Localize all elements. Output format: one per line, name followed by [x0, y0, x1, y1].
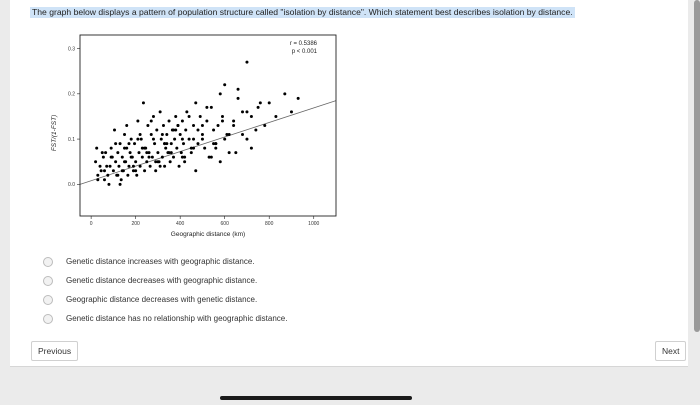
data-point [136, 119, 139, 122]
data-point [203, 147, 206, 150]
y-tick-label: 0.0 [68, 182, 75, 189]
data-point [148, 156, 151, 159]
data-point [205, 119, 208, 122]
data-point [196, 142, 199, 145]
data-point [154, 169, 157, 172]
data-point [210, 156, 213, 159]
annotation-p: p < 0.001 [291, 49, 317, 55]
data-point [290, 110, 293, 113]
data-point [161, 156, 164, 159]
x-tick-label: 600 [220, 221, 229, 227]
data-point [134, 160, 137, 163]
data-point [106, 174, 109, 177]
data-point [137, 151, 140, 154]
data-point [223, 83, 226, 86]
data-point [180, 151, 183, 154]
data-point [237, 97, 240, 100]
data-point [181, 138, 184, 141]
next-button[interactable]: Next [655, 341, 686, 361]
data-point [181, 119, 184, 122]
data-point [234, 151, 237, 154]
data-point [221, 119, 224, 122]
data-point [159, 165, 162, 168]
data-point [96, 178, 99, 181]
y-tick-label: 0.2 [68, 91, 75, 98]
radio-button[interactable] [43, 295, 53, 305]
data-point [188, 138, 191, 141]
option-1[interactable] [43, 252, 287, 271]
data-point [114, 142, 117, 145]
data-point [210, 106, 213, 109]
option-label: Genetic distance increases with geographic distance. [66, 257, 255, 266]
data-point [104, 151, 107, 154]
scatter-plot [45, 25, 345, 240]
radio-button[interactable] [43, 276, 53, 286]
data-point [117, 165, 120, 168]
data-point [143, 169, 146, 172]
option-4[interactable] [43, 309, 287, 328]
annotation-r: r = 0.5386 [289, 41, 317, 47]
data-point [112, 169, 115, 172]
question-text: The graph below displays a pattern of population structure called "isolation by distance". Which statement best describes isolation by distance. [32, 7, 573, 17]
x-tick-label: 400 [176, 221, 185, 227]
y-axis-label: FST/(1-FST) [51, 114, 58, 152]
data-point [164, 147, 167, 150]
option-label: Genetic distance has no relationship with geographic distance. [66, 314, 288, 323]
data-point [100, 169, 103, 172]
radio-button[interactable] [43, 257, 53, 267]
x-tick-label: 1000 [308, 221, 320, 227]
radio-button[interactable] [43, 314, 53, 324]
data-point [162, 124, 165, 127]
x-tick-label: 800 [265, 221, 274, 227]
data-point [105, 165, 108, 168]
data-point [225, 133, 228, 136]
x-axis-label: Geographic distance (km) [170, 231, 246, 238]
data-point [205, 106, 208, 109]
data-point [150, 133, 153, 136]
plot-frame [80, 35, 336, 216]
data-point [178, 165, 181, 168]
option-2[interactable] [43, 271, 287, 290]
data-point [163, 165, 166, 168]
data-point [254, 129, 257, 132]
data-point [212, 142, 215, 145]
data-point [116, 174, 119, 177]
data-point [119, 142, 122, 145]
data-point [114, 160, 117, 163]
data-point [196, 129, 199, 132]
chart-ticks [68, 46, 319, 227]
data-point [102, 156, 105, 159]
data-point [151, 156, 154, 159]
data-point [173, 138, 176, 141]
data-point [183, 160, 186, 163]
data-point [199, 115, 202, 118]
data-point [139, 133, 142, 136]
question-card [10, 0, 688, 367]
data-point [146, 124, 149, 127]
data-point [152, 138, 155, 141]
data-point [140, 138, 143, 141]
data-point [127, 165, 130, 168]
data-point [174, 115, 177, 118]
y-tick-label: 0.3 [68, 46, 75, 53]
previous-button[interactable]: Previous [31, 341, 78, 361]
data-point [139, 165, 142, 168]
data-point [107, 183, 110, 186]
trend-line [80, 101, 336, 185]
data-point [190, 151, 193, 154]
data-point [129, 151, 132, 154]
data-point [263, 124, 266, 127]
data-point [163, 142, 166, 145]
data-point [181, 156, 184, 159]
data-point [219, 92, 222, 95]
data-point [99, 165, 102, 168]
data-point [155, 129, 158, 132]
data-point [192, 138, 195, 141]
data-point [126, 174, 129, 177]
data-point [94, 160, 97, 163]
data-point [103, 178, 106, 181]
data-point [123, 147, 126, 150]
data-point [201, 133, 204, 136]
data-point [274, 115, 277, 118]
data-point [145, 151, 148, 154]
data-point [241, 133, 244, 136]
data-point [232, 119, 235, 122]
data-point [149, 165, 152, 168]
data-point [219, 160, 222, 163]
data-point [250, 147, 253, 150]
data-point [257, 106, 260, 109]
data-point [297, 97, 300, 100]
data-point [145, 160, 148, 163]
data-point [101, 151, 104, 154]
data-point [259, 101, 262, 104]
data-point [228, 151, 231, 154]
data-point [142, 101, 145, 104]
data-point [156, 160, 159, 163]
data-point [250, 115, 253, 118]
data-point [116, 151, 119, 154]
data-point [170, 151, 173, 154]
answer-options [43, 252, 287, 328]
data-point [179, 133, 182, 136]
data-point [223, 138, 226, 141]
data-point [175, 147, 178, 150]
data-point [136, 138, 139, 141]
option-label: Genetic distance decreases with geographic distance. [66, 276, 258, 285]
data-point [172, 156, 175, 159]
data-point [201, 138, 204, 141]
data-points [94, 61, 300, 186]
data-point [152, 115, 155, 118]
data-point [232, 124, 235, 127]
data-point [121, 156, 124, 159]
data-point [134, 169, 137, 172]
data-point [123, 133, 126, 136]
y-tick-label: 0.1 [68, 136, 75, 143]
data-point [283, 92, 286, 95]
data-point [133, 142, 136, 145]
data-point [212, 129, 215, 132]
data-point [143, 147, 146, 150]
data-point [188, 115, 191, 118]
data-point [120, 178, 123, 181]
data-point [123, 160, 126, 163]
data-point [169, 160, 172, 163]
data-point [161, 133, 164, 136]
data-point [241, 110, 244, 113]
option-label: Geographic distance decreases with genetic distance. [66, 295, 258, 304]
data-point [159, 110, 162, 113]
data-point [194, 169, 197, 172]
data-point [109, 165, 112, 168]
home-indicator [220, 396, 412, 400]
data-point [113, 129, 116, 132]
data-point [170, 142, 173, 145]
data-point [135, 174, 138, 177]
data-point [153, 142, 156, 145]
data-point [194, 101, 197, 104]
data-point [156, 151, 159, 154]
data-point [245, 61, 248, 64]
data-point [192, 147, 195, 150]
data-point [245, 110, 248, 113]
data-point [96, 174, 99, 177]
page-scrollbar[interactable] [694, 0, 700, 332]
data-point [95, 147, 98, 150]
data-point [184, 129, 187, 132]
data-point [165, 133, 168, 136]
data-point [125, 124, 128, 127]
data-point [150, 119, 153, 122]
data-point [192, 124, 195, 127]
data-point [214, 147, 217, 150]
data-point [172, 129, 175, 132]
data-point [141, 156, 144, 159]
data-point [217, 124, 220, 127]
data-point [237, 88, 240, 91]
option-3[interactable] [43, 290, 287, 309]
data-point [160, 138, 163, 141]
data-point [185, 110, 188, 113]
data-point [121, 169, 124, 172]
data-point [176, 124, 179, 127]
x-tick-label: 0 [89, 221, 93, 227]
data-point [110, 156, 113, 159]
data-point [201, 124, 204, 127]
data-point [221, 115, 224, 118]
x-tick-label: 200 [131, 221, 140, 227]
data-point [132, 165, 135, 168]
data-point [127, 142, 130, 145]
data-point [130, 156, 133, 159]
data-point [130, 138, 133, 141]
data-point [119, 183, 122, 186]
data-point [168, 119, 171, 122]
data-point [110, 147, 113, 150]
data-point [245, 138, 248, 141]
data-point [182, 142, 185, 145]
data-point [103, 169, 106, 172]
data-point [268, 101, 271, 104]
